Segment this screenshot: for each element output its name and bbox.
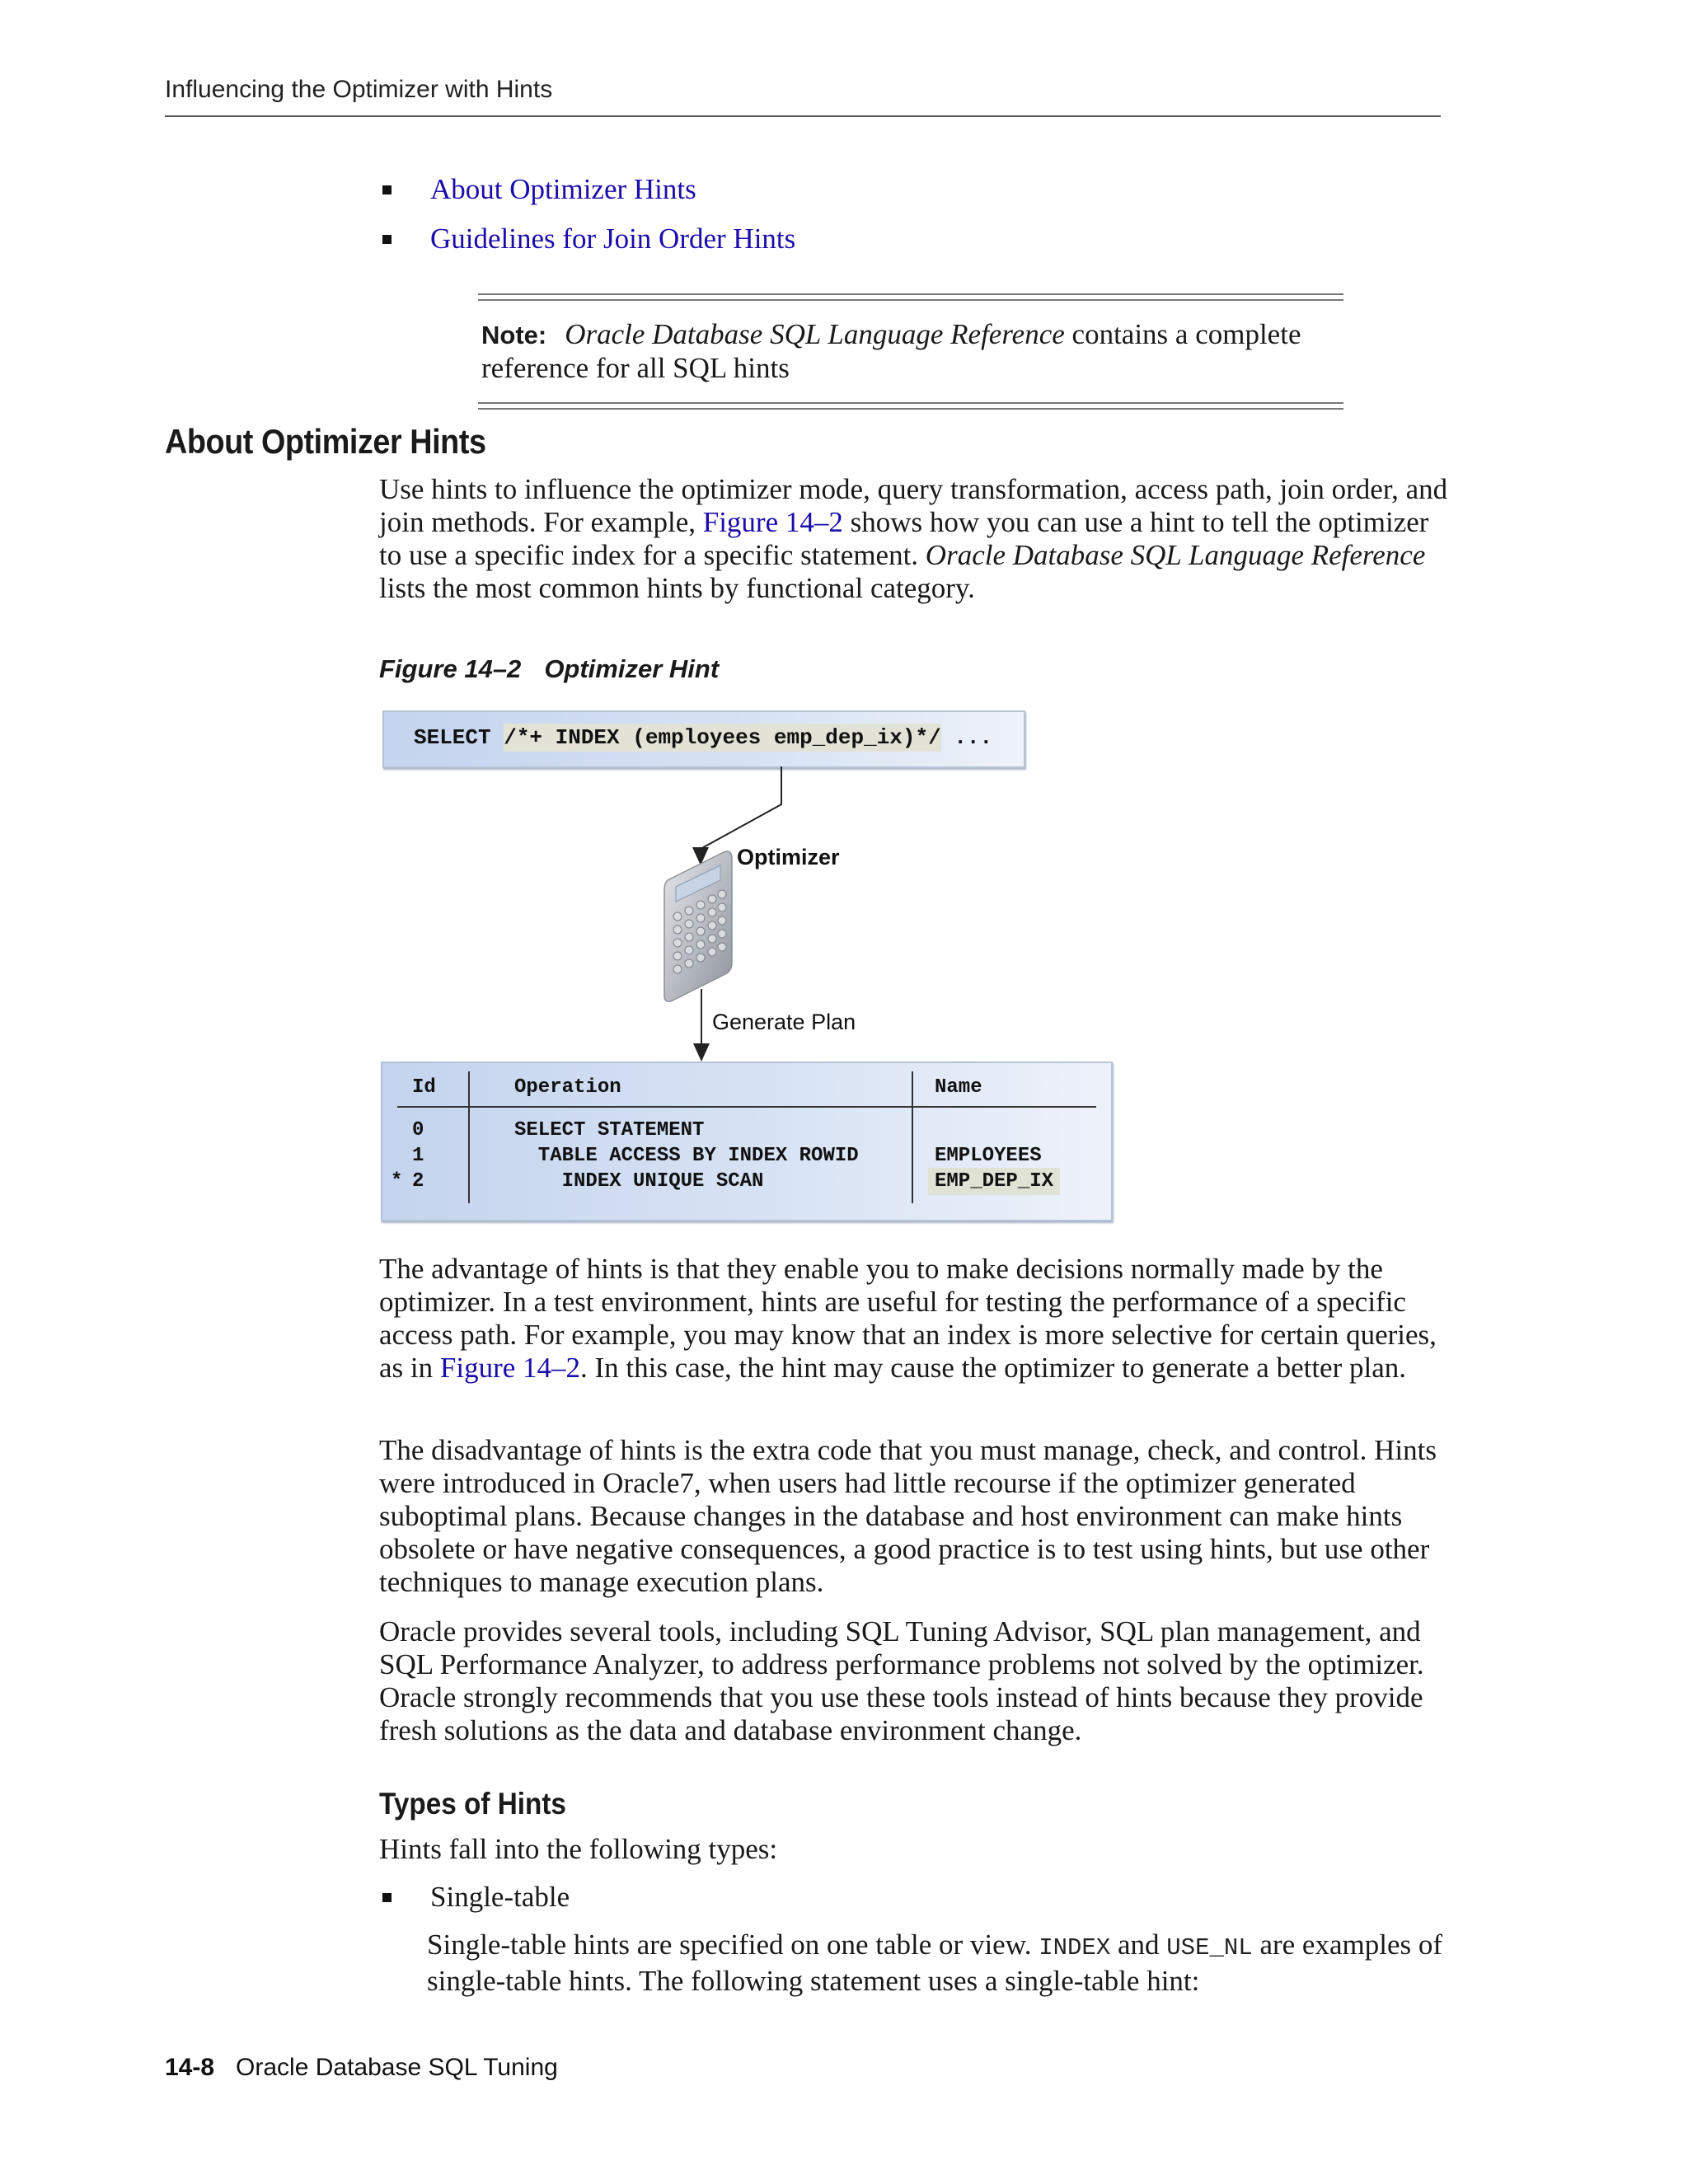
running-header: Influencing the Optimizer with Hints: [165, 76, 553, 103]
advantage-text: . In this case, the hint may cause the optimizer to generate a better plan.: [580, 1352, 1407, 1384]
header-rule: [165, 115, 1441, 117]
disadvantage-paragraph: The disadvantage of hints is the extra code that you must manage, check, and control. Hints were introduced in Oracle7, when users had little recourse if the optimizer generated suboptimal plans. Because changes in the database and host environment can make hints obsolete or have negative consequences, a good practice is to test using hints, but use other techniques to manage execution plans.: [379, 1434, 1437, 1598]
figure-link[interactable]: Figure 14–2: [702, 506, 843, 538]
plan-row-operation: TABLE ACCESS BY INDEX ROWID: [514, 1145, 859, 1167]
plan-header-rule: [397, 1106, 1096, 1108]
generate-plan-label: Generate Plan: [712, 1010, 856, 1034]
description-text: are examples of single-table hints. The following statement uses a single-table hint:: [427, 1929, 1443, 1997]
hint-type-label: Single-table: [430, 1881, 570, 1913]
plan-header-operation: Operation: [514, 1076, 621, 1099]
plan-row-operation: INDEX UNIQUE SCAN: [514, 1170, 764, 1193]
note-label: Note:: [481, 321, 547, 349]
bullet-square-icon: [382, 235, 392, 244]
book-title: Oracle Database SQL Tuning: [236, 2054, 558, 2081]
subsection-intro: Hints fall into the following types:: [379, 1833, 778, 1865]
link-guidelines-join-order-hints[interactable]: Guidelines for Join Order Hints: [430, 223, 796, 255]
plan-row-id: 1: [412, 1145, 424, 1167]
note-bottom-rule: [478, 408, 1343, 410]
note-text: contains a complete reference for all SQL hints: [481, 318, 1301, 384]
figure-link[interactable]: Figure 14–2: [439, 1352, 581, 1384]
calculator-icon: [659, 847, 742, 1004]
plan-header-name: Name: [935, 1076, 982, 1099]
hint-to-optimizer-arrow: [701, 766, 781, 857]
description-text: Single-table hints are specified on one table or view.: [427, 1929, 1039, 1961]
note-box: [478, 293, 1343, 410]
advantage-text: The advantage of hints is that they enable you to make decisions normally made by the optimizer. In a test environment, hints are useful for testing the performance of a specific access path. For example, you may know that an index is more selective for certain queries, as in: [379, 1253, 1437, 1384]
intro-text: Use hints to influence the optimizer mode, query transformation, access path, join order, and join methods. For example,: [379, 473, 1448, 538]
sql-ellipsis: ...: [940, 725, 993, 750]
plan-row-name: EMPLOYEES: [935, 1145, 1042, 1167]
plan-row-id: 0: [412, 1119, 424, 1141]
tools-paragraph: Oracle provides several tools, including SQL Tuning Advisor, SQL plan management, and SQL Performance Analyzer, to address performance problems not solved by the optimizer. Oracle strongly recommends that you use these tools instead of hints because they provide fresh solutions as the data and database environment change.: [379, 1615, 1424, 1746]
page-footer: [165, 2054, 558, 2082]
note-top-rule: [478, 293, 1343, 295]
section-title: About Optimizer Hints: [165, 422, 486, 461]
bullet-square-icon: [382, 185, 392, 194]
toc-list-item: [379, 214, 795, 264]
figure-number: Figure 14–2: [379, 654, 522, 683]
intro-text: lists the most common hints by functional category.: [379, 572, 975, 604]
plan-row-operation: SELECT STATEMENT: [514, 1119, 705, 1141]
note-body: [478, 305, 1343, 398]
execution-plan-table: [381, 1062, 1113, 1221]
subsection-title: Types of Hints: [379, 1787, 566, 1821]
single-table-description: [427, 1929, 1449, 1998]
optimizer-label: Optimizer: [737, 845, 840, 869]
plan-row-id: 2: [412, 1170, 424, 1193]
intro-reference-title: Oracle Database SQL Language Reference: [925, 539, 1426, 571]
page-number: 14-8: [165, 2054, 215, 2081]
plan-row-marker: *: [391, 1170, 403, 1193]
sql-hint-highlight: /*+ INDEX (employees emp_dep_ix)*/: [504, 725, 941, 750]
note-top-rule: [478, 299, 1343, 301]
intro-text: shows how you can use a hint to tell the optimizer to use a specific index for a specific statement.: [379, 506, 1429, 571]
description-text: and: [1110, 1929, 1167, 1961]
note-reference-title: Oracle Database SQL Language Reference: [565, 318, 1065, 350]
link-about-optimizer-hints[interactable]: About Optimizer Hints: [430, 173, 696, 205]
figure-title: Optimizer Hint: [544, 654, 720, 683]
plan-column-divider: [912, 1071, 913, 1203]
toc-list-item: [379, 165, 795, 214]
code-index: INDEX: [1039, 1934, 1111, 1961]
plan-row-name: [935, 1170, 1060, 1193]
bullet-square-icon: [382, 1893, 392, 1902]
hint-type-item: [379, 1872, 570, 1922]
figure-caption: [379, 654, 719, 684]
plan-column-divider: [468, 1071, 470, 1203]
optimizer-hint-figure: [379, 709, 1121, 1228]
plan-row-name-highlight: EMP_DEP_IX: [928, 1168, 1060, 1195]
plan-header-id: Id: [412, 1076, 436, 1099]
section-intro-paragraph: [379, 473, 1451, 605]
hint-types-list: [379, 1872, 570, 1922]
sql-keyword: SELECT: [414, 725, 504, 750]
toc-link-list: [379, 165, 795, 264]
advantage-paragraph: [379, 1253, 1451, 1385]
code-use-nl: USE_NL: [1166, 1934, 1253, 1961]
note-bottom-rule: [478, 402, 1343, 404]
